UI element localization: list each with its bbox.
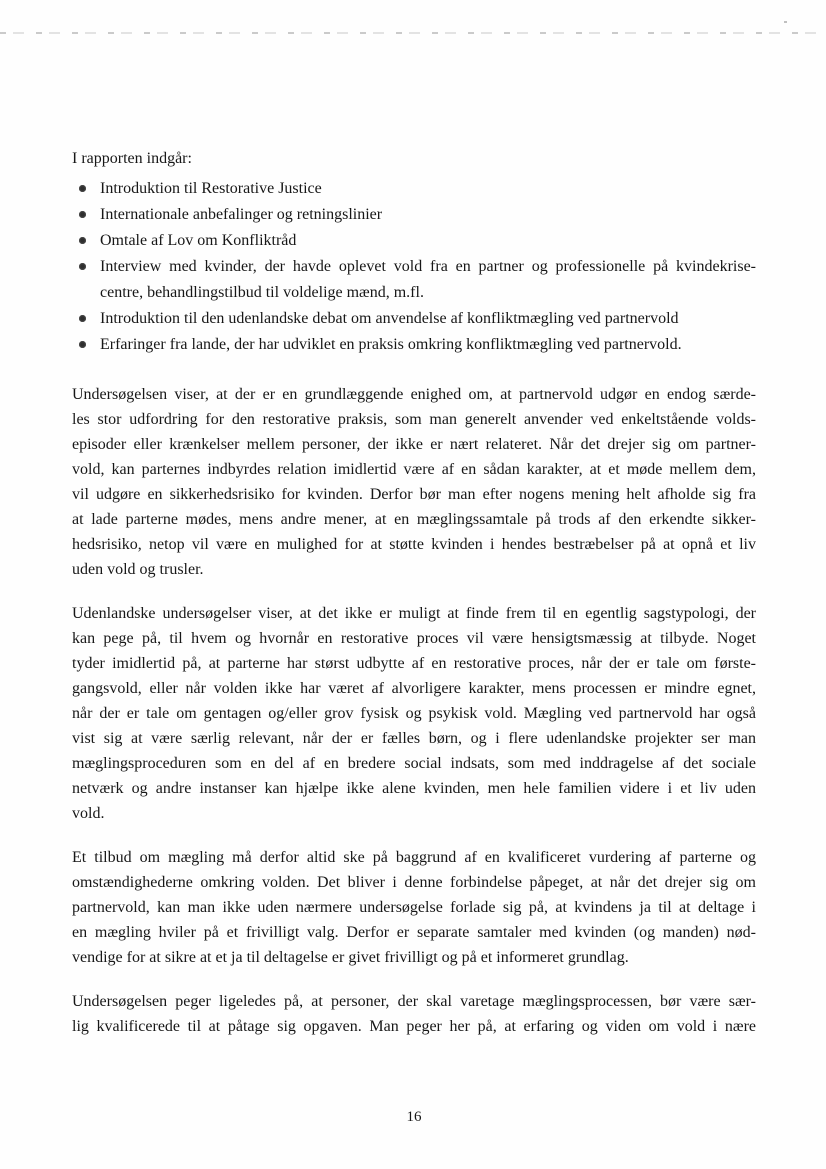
list-item-line: Internationale anbefalinger og retningslinier (100, 206, 383, 223)
report-contents-list (72, 176, 756, 358)
paragraph-line: omstændighederne omkring volden. Det bliver i denne forbindelse påpeget, at når det drejer sig om (72, 874, 756, 891)
paragraph-line: tyder imidlertid på, at parterne har størst udbytte af en restorative proces, når der er tale om første- (72, 655, 756, 672)
paragraph-line: gangsvold, eller når volden ikke har været af alvorligere karakter, mens processen er mindre egnet, (72, 680, 756, 697)
paragraph-line: vendige for at sikre at et ja til deltagelse er givet frivilligt og på et informeret grundlag. (72, 949, 629, 966)
paragraph-line: mæglingsproceduren som en del af en bredere social indsats, som med inddragelse af det sociale (72, 755, 756, 772)
list-item (72, 306, 756, 332)
bullet-icon (79, 211, 86, 218)
list-item-line: Erfaringer fra lande, der har udviklet en praksis omkring konfliktmægling ved partnervold. (100, 336, 682, 353)
paragraph-line: vist sig at være særlig relevant, når der er fælles børn, og i flere udenlandske projekter ser man (72, 730, 756, 747)
paragraph-line: vold, kan parternes indbyrdes relation imidlertid være af en sådan karakter, at et møde mellem dem, (72, 461, 756, 478)
paragraph-line: partnervold, kan man ikke uden nærmere undersøgelse forlade sig på, at kvindens ja til at deltage i (72, 899, 756, 916)
list-item-line: centre, behandlingstilbud til voldelige mænd, m.fl. (100, 284, 424, 301)
list-item (72, 202, 756, 228)
paragraph-line: at lade parterne mødes, mens andre mener, at en mæglingssamtale på trods af den erkendte sikker- (72, 511, 756, 528)
paragraph-line: les stor udfordring for den restorative praksis, som man generelt anvender ved enkeltstående volds- (72, 411, 756, 428)
paragraph-line: uden vold og trusler. (72, 561, 204, 578)
list-item-line: Introduktion til den udenlandske debat om anvendelse af konfliktmægling ved partnervold (100, 310, 679, 327)
bullet-icon (79, 263, 86, 270)
paragraph-line: vold. (72, 805, 105, 822)
paragraph-line: netværk og andre instanser kan hjælpe ikke alene kvinden, men hele familien videre i et liv uden (72, 780, 756, 797)
bullet-icon (79, 341, 86, 348)
paragraph-line: episoder eller krænkelser mellem personer, der ikke er nært relateret. Når det drejer sig om partner- (72, 436, 756, 453)
page-content (72, 146, 756, 1058)
bullet-icon (79, 315, 86, 322)
paragraph-line: når der er tale om gentagen og/eller grov fysisk og psykisk vold. Mægling ved partnervold har også (72, 705, 756, 722)
paragraph-line: lig kvalificerede til at påtage sig opgaven. Man peger her på, at erfaring og viden om vold i nære (72, 1018, 756, 1035)
intro-heading: I rapporten indgår: (72, 150, 192, 167)
list-item (72, 254, 756, 306)
body-paragraph (72, 601, 756, 826)
list-item (72, 332, 756, 358)
bullet-icon (79, 237, 86, 244)
body-paragraph (72, 989, 756, 1039)
list-item (72, 176, 756, 202)
paragraph-line: vil udgøre en sikkerhedsrisiko for kvinden. Derfor bør man efter nogens mening helt afholde sig fra (72, 486, 756, 503)
paragraph-line: kan pege på, til hvem og hvornår en restorative proces vil være hensigtsmæssig at tilbyde. Noget (72, 630, 756, 647)
body-paragraph (72, 382, 756, 582)
paragraph-line: Undersøgelsen peger ligeledes på, at personer, der skal varetage mæglingsprocessen, bør være sær- (72, 993, 756, 1010)
list-item-line: Introduktion til Restorative Justice (100, 180, 322, 197)
paragraph-line: Et tilbud om mægling må derfor altid ske på baggrund af en kvalificeret vurdering af parterne og (72, 849, 756, 866)
paragraph-line: Udenlandske undersøgelser viser, at det ikke er muligt at finde frem til en egentlig sagstypologi, der (72, 605, 756, 622)
bullet-icon (79, 185, 86, 192)
scan-speck (784, 21, 787, 23)
scan-artifact-line (0, 32, 826, 34)
list-item (72, 228, 756, 254)
page-number: 16 (406, 1109, 422, 1125)
paragraph-line: Undersøgelsen viser, at der er en grundlæggende enighed om, at partnervold udgør en endog særde- (72, 386, 756, 403)
list-item-line: Interview med kvinder, der havde oplevet vold fra en partner og professionelle på kvindekrise- (100, 258, 756, 275)
paragraph-line: en mægling hviler på et frivilligt valg. Derfor er separate samtaler med kvinden (og manden) nød- (72, 924, 756, 941)
paragraph-line: hedsrisiko, netop vil være en mulighed for at støtte kvinden i hendes bestræbelser på at opnå et liv (72, 536, 756, 553)
body-paragraph (72, 845, 756, 970)
list-item-line: Omtale af Lov om Konfliktråd (100, 232, 297, 249)
